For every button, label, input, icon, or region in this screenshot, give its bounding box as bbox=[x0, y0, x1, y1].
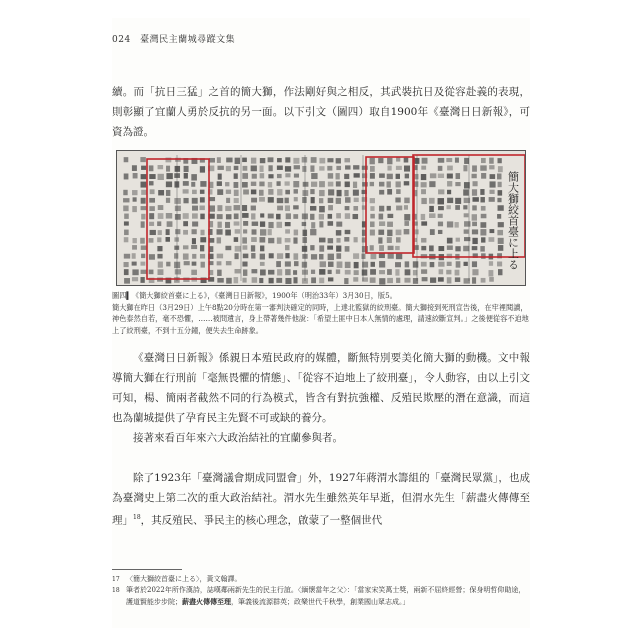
paragraph-intro: 續。而「抗日三猛」之首的簡大獅，作法剛好與之相反，其武裝抗日及從容赴義的表現，則彰顯了宜蘭人勇於反抗的另一面。以下引文（圖四）取自1900年《臺灣日日新報》，可資為證。 bbox=[112, 86, 530, 138]
caption-title: 圖四▍《簡大獅絞首臺に上る》，《臺灣日日新報》，1900年（明治33年）3月30日，版5。 bbox=[112, 291, 397, 300]
caption-body: 簡大獅在昨日（3月29日）上午8點20分時在第一審判決確定的同時，上達北監獄的絞刑臺。簡大獅接到死刑宣告後，在牢裡閱讀，神色泰然自若，毫不恐懼，……被問遺言，身上帶著幾件他說：「希望土匪中日本人無情的處理，請速絞斷宣判。」之後便從容不迫地上了絞刑臺，不到十五分鐘，便失去生命跡象。 bbox=[112, 302, 529, 335]
figure-caption bbox=[112, 290, 530, 336]
para4-text-a: 除了1923年「臺灣議會期成同盟會」外，1927年蔣渭水籌組的「臺灣民眾黨」，也成為臺灣史上第二次的重大政治結社。渭水先生雖然英年早逝，但渭水先生「薪盡火傳傳至理」 bbox=[112, 472, 530, 527]
footnote-text-part: 筆者於2022年所作漢詩，誌嘆鄰兩新先生的民主行誼。〈緬懷當年之父〉：「當家宋笑萬士獎，兩新不屈終經營；保身明哲仰勛途，護道賢能步步院； bbox=[126, 586, 526, 606]
para4-text-b: ，其反殖民、爭民主的核心理念，啟蒙了一整個世代 bbox=[140, 514, 383, 527]
newspaper-figure bbox=[116, 150, 526, 286]
footnote-text: 〈簡大獅絞首臺に上る〉，黃文翰譯。 bbox=[126, 575, 242, 583]
footnote-divider bbox=[112, 569, 182, 570]
footnotes bbox=[112, 574, 530, 608]
footnote-number: 18 bbox=[112, 587, 120, 594]
running-header bbox=[112, 32, 530, 45]
paragraph-analysis: 《臺灣日日新報》係親日本殖民政府的媒體，斷無特別要美化簡大獅的動機。文中報導簡大獅在行刑前「毫無畏懼的情態」、「從容不迫地上了絞刑臺」，令人動容，由以上引文可知，楊、簡兩者截然不同的行為模式，皆含有對抗強權、反殖民欺壓的潛在意識，而這也為蘭城提供了孕育民主先賢不可或缺的養分。 bbox=[112, 352, 530, 424]
footnote-18 bbox=[112, 585, 530, 608]
footnote-number: 17 bbox=[112, 576, 120, 583]
newspaper-headline bbox=[507, 170, 520, 270]
footnote-17 bbox=[112, 574, 530, 585]
svg-text:簡大獅絞首臺に上る: 簡大獅絞首臺に上る bbox=[506, 171, 520, 270]
paragraph-political-groups bbox=[112, 468, 530, 531]
paragraph-transition: 接著來看百年來六大政治結社的宜蘭參與者。 bbox=[133, 432, 343, 444]
footnote-text-part: ，筆義後流源群英；政樂世代千秋學，創業國山眾志成。」 bbox=[231, 598, 410, 606]
footnote-ref-18[interactable]: 18 bbox=[133, 514, 141, 521]
page-number: 024 bbox=[112, 35, 131, 45]
newspaper-clipping-image bbox=[117, 151, 525, 285]
footnote-text bbox=[126, 585, 530, 608]
book-page bbox=[112, 18, 530, 628]
book-title: 臺灣民主蘭城尋蹤文集 bbox=[140, 35, 236, 45]
footnote-bold-phrase: 薪盡火傳傳至理 bbox=[182, 597, 231, 606]
